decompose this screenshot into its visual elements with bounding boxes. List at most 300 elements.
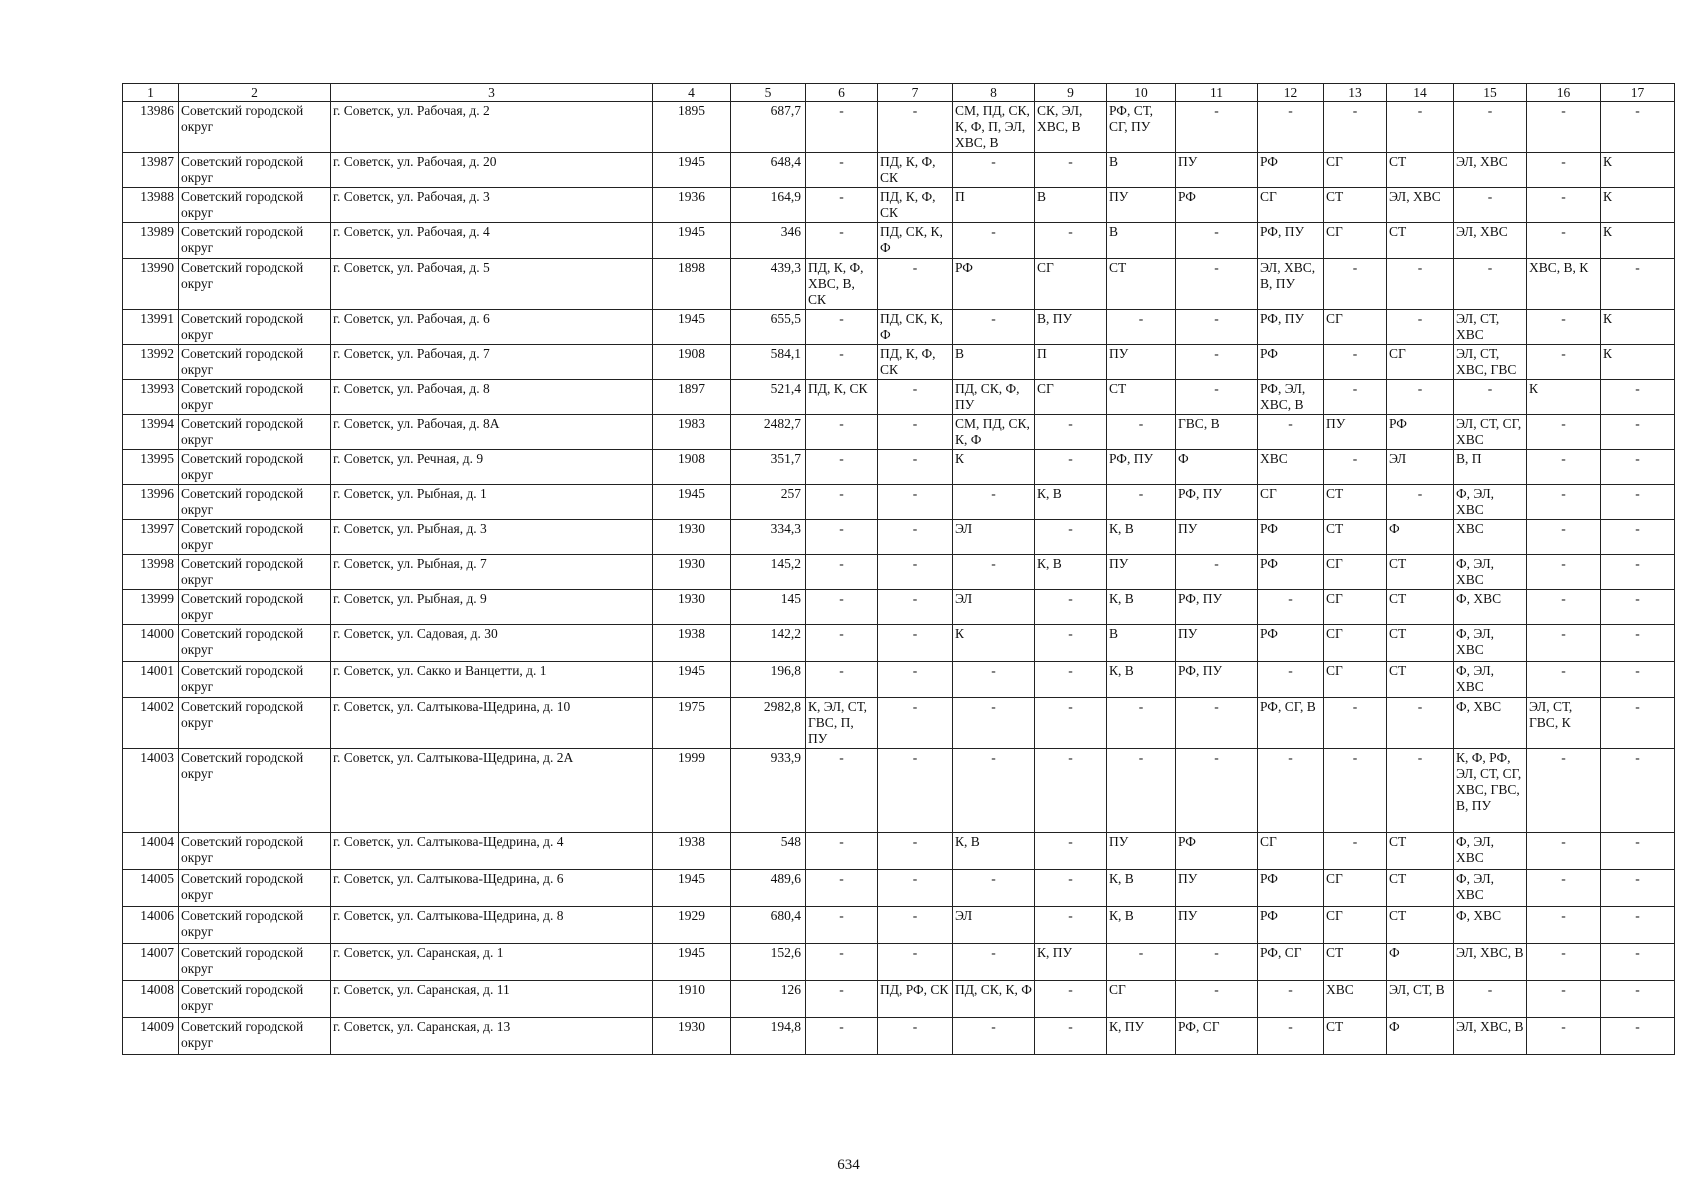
col-7-cell: - <box>878 944 953 981</box>
col-10-cell: СТ <box>1107 259 1176 310</box>
col-6-cell: ПД, К, СК <box>806 380 878 415</box>
address-cell: г. Советск, ул. Рыбная, д. 1 <box>331 485 653 520</box>
col-16-cell: - <box>1527 485 1601 520</box>
municipality-cell: Советский городской округ <box>179 520 331 555</box>
area-cell: 145 <box>731 590 806 625</box>
area-cell: 351,7 <box>731 450 806 485</box>
col-12-cell: СГ <box>1258 833 1324 870</box>
table-row <box>123 345 1675 380</box>
col-9-cell: В, ПУ <box>1035 310 1107 345</box>
address-cell: г. Советск, ул. Рабочая, д. 7 <box>331 345 653 380</box>
municipality-cell: Советский городской округ <box>179 907 331 944</box>
col-9-cell: - <box>1035 833 1107 870</box>
table-row <box>123 944 1675 981</box>
col-13-cell: СТ <box>1324 520 1387 555</box>
record-number-cell: 14006 <box>123 907 179 944</box>
col-14-cell: - <box>1387 485 1454 520</box>
column-header-1: 1 <box>123 84 179 102</box>
col-17-cell: - <box>1601 485 1675 520</box>
col-10-cell: К, В <box>1107 520 1176 555</box>
col-6-cell: - <box>806 345 878 380</box>
record-number-cell: 14000 <box>123 625 179 662</box>
address-cell: г. Советск, ул. Рабочая, д. 5 <box>331 259 653 310</box>
municipality-cell: Советский городской округ <box>179 698 331 749</box>
record-number-cell: 13992 <box>123 345 179 380</box>
col-6-cell: - <box>806 833 878 870</box>
col-16-cell: - <box>1527 870 1601 907</box>
col-17-cell: - <box>1601 415 1675 450</box>
col-12-cell: ЭЛ, ХВС, В, ПУ <box>1258 259 1324 310</box>
col-8-cell: - <box>953 698 1035 749</box>
col-7-cell: - <box>878 907 953 944</box>
col-16-cell: - <box>1527 223 1601 259</box>
col-8-cell: ПД, СК, К, Ф <box>953 981 1035 1018</box>
col-13-cell: СТ <box>1324 188 1387 223</box>
municipality-cell: Советский городской округ <box>179 833 331 870</box>
col-16-cell: - <box>1527 662 1601 698</box>
col-17-cell: - <box>1601 662 1675 698</box>
address-cell: г. Советск, ул. Салтыкова-Щедрина, д. 10 <box>331 698 653 749</box>
table-row <box>123 223 1675 259</box>
col-15-cell: ЭЛ, СТ, ХВС <box>1454 310 1527 345</box>
col-11-cell: ПУ <box>1176 153 1258 188</box>
col-14-cell: РФ <box>1387 415 1454 450</box>
table-row <box>123 555 1675 590</box>
record-number-cell: 14002 <box>123 698 179 749</box>
col-10-cell: СГ <box>1107 981 1176 1018</box>
col-16-cell: - <box>1527 590 1601 625</box>
col-9-cell: СГ <box>1035 380 1107 415</box>
col-8-cell: К <box>953 625 1035 662</box>
col-15-cell: - <box>1454 380 1527 415</box>
col-6-cell: - <box>806 188 878 223</box>
table-row <box>123 590 1675 625</box>
col-7-cell: - <box>878 698 953 749</box>
col-17-cell: - <box>1601 590 1675 625</box>
record-number-cell: 14009 <box>123 1018 179 1055</box>
col-14-cell: Ф <box>1387 520 1454 555</box>
col-8-cell: - <box>953 1018 1035 1055</box>
record-number-cell: 13991 <box>123 310 179 345</box>
col-13-cell: СГ <box>1324 662 1387 698</box>
municipality-cell: Советский городской округ <box>179 870 331 907</box>
col-14-cell: - <box>1387 698 1454 749</box>
col-12-cell: РФ, ЭЛ, ХВС, В <box>1258 380 1324 415</box>
area-cell: 2482,7 <box>731 415 806 450</box>
col-6-cell: - <box>806 907 878 944</box>
col-12-cell: - <box>1258 749 1324 833</box>
record-number-cell: 13987 <box>123 153 179 188</box>
col-7-cell: - <box>878 415 953 450</box>
col-8-cell: - <box>953 485 1035 520</box>
col-9-cell: - <box>1035 749 1107 833</box>
col-6-cell: - <box>806 749 878 833</box>
col-12-cell: - <box>1258 1018 1324 1055</box>
area-cell: 489,6 <box>731 870 806 907</box>
col-12-cell: - <box>1258 981 1324 1018</box>
col-9-cell: - <box>1035 625 1107 662</box>
col-14-cell: СТ <box>1387 907 1454 944</box>
col-14-cell: - <box>1387 259 1454 310</box>
col-15-cell: Ф, ЭЛ, ХВС <box>1454 833 1527 870</box>
year-built-cell: 1945 <box>653 153 731 188</box>
col-10-cell: - <box>1107 749 1176 833</box>
col-9-cell: СК, ЭЛ, ХВС, В <box>1035 102 1107 153</box>
col-9-cell: - <box>1035 907 1107 944</box>
municipality-cell: Советский городской округ <box>179 981 331 1018</box>
record-number-cell: 13995 <box>123 450 179 485</box>
col-12-cell: - <box>1258 102 1324 153</box>
col-7-cell: - <box>878 833 953 870</box>
column-header-6: 6 <box>806 84 878 102</box>
area-cell: 680,4 <box>731 907 806 944</box>
municipality-cell: Советский городской округ <box>179 450 331 485</box>
col-15-cell: В, П <box>1454 450 1527 485</box>
col-10-cell: В <box>1107 625 1176 662</box>
col-7-cell: - <box>878 870 953 907</box>
col-15-cell: К, Ф, РФ, ЭЛ, СТ, СГ, ХВС, ГВС, В, ПУ <box>1454 749 1527 833</box>
col-12-cell: РФ <box>1258 153 1324 188</box>
col-13-cell: - <box>1324 698 1387 749</box>
col-6-cell: - <box>806 944 878 981</box>
record-number-cell: 14008 <box>123 981 179 1018</box>
col-7-cell: - <box>878 590 953 625</box>
address-cell: г. Советск, ул. Рабочая, д. 8А <box>331 415 653 450</box>
municipality-cell: Советский городской округ <box>179 259 331 310</box>
col-15-cell: - <box>1454 188 1527 223</box>
address-cell: г. Советск, ул. Сакко и Ванцетти, д. 1 <box>331 662 653 698</box>
col-10-cell: В <box>1107 153 1176 188</box>
col-9-cell: СГ <box>1035 259 1107 310</box>
col-17-cell: К <box>1601 223 1675 259</box>
col-16-cell: - <box>1527 153 1601 188</box>
table-row <box>123 833 1675 870</box>
col-10-cell: - <box>1107 310 1176 345</box>
area-cell: 126 <box>731 981 806 1018</box>
col-11-cell: - <box>1176 944 1258 981</box>
col-13-cell: - <box>1324 345 1387 380</box>
col-6-cell: - <box>806 981 878 1018</box>
area-cell: 687,7 <box>731 102 806 153</box>
col-10-cell: РФ, СТ, СГ, ПУ <box>1107 102 1176 153</box>
record-number-cell: 14004 <box>123 833 179 870</box>
col-9-cell: - <box>1035 450 1107 485</box>
address-cell: г. Советск, ул. Речная, д. 9 <box>331 450 653 485</box>
col-9-cell: - <box>1035 520 1107 555</box>
col-16-cell: - <box>1527 310 1601 345</box>
col-8-cell: В <box>953 345 1035 380</box>
col-9-cell: - <box>1035 1018 1107 1055</box>
col-16-cell: - <box>1527 625 1601 662</box>
col-10-cell: В <box>1107 223 1176 259</box>
col-10-cell: ПУ <box>1107 345 1176 380</box>
municipality-cell: Советский городской округ <box>179 310 331 345</box>
table-row <box>123 907 1675 944</box>
col-17-cell: - <box>1601 380 1675 415</box>
page-number: 634 <box>837 1157 860 1173</box>
col-11-cell: - <box>1176 223 1258 259</box>
col-17-cell: - <box>1601 981 1675 1018</box>
municipality-cell: Советский городской округ <box>179 485 331 520</box>
table-row <box>123 698 1675 749</box>
col-11-cell: РФ <box>1176 833 1258 870</box>
col-11-cell: ГВС, В <box>1176 415 1258 450</box>
record-number-cell: 13994 <box>123 415 179 450</box>
col-17-cell: К <box>1601 153 1675 188</box>
col-12-cell: - <box>1258 590 1324 625</box>
col-14-cell: - <box>1387 380 1454 415</box>
col-16-cell: - <box>1527 520 1601 555</box>
col-15-cell: - <box>1454 102 1527 153</box>
col-14-cell: - <box>1387 749 1454 833</box>
col-12-cell: РФ <box>1258 907 1324 944</box>
col-16-cell: - <box>1527 749 1601 833</box>
col-15-cell: - <box>1454 981 1527 1018</box>
col-6-cell: К, ЭЛ, СТ, ГВС, П, ПУ <box>806 698 878 749</box>
col-7-cell: - <box>878 380 953 415</box>
col-14-cell: - <box>1387 102 1454 153</box>
col-12-cell: РФ, СГ <box>1258 944 1324 981</box>
col-14-cell: ЭЛ <box>1387 450 1454 485</box>
col-16-cell: - <box>1527 102 1601 153</box>
year-built-cell: 1895 <box>653 102 731 153</box>
col-11-cell: - <box>1176 749 1258 833</box>
municipality-cell: Советский городской округ <box>179 102 331 153</box>
area-cell: 655,5 <box>731 310 806 345</box>
col-10-cell: - <box>1107 485 1176 520</box>
col-16-cell: - <box>1527 944 1601 981</box>
address-cell: г. Советск, ул. Саранская, д. 1 <box>331 944 653 981</box>
col-13-cell: СГ <box>1324 870 1387 907</box>
record-number-cell: 13988 <box>123 188 179 223</box>
col-8-cell: РФ <box>953 259 1035 310</box>
year-built-cell: 1930 <box>653 590 731 625</box>
address-cell: г. Советск, ул. Салтыкова-Щедрина, д. 4 <box>331 833 653 870</box>
col-16-cell: ХВС, В, К <box>1527 259 1601 310</box>
col-10-cell: - <box>1107 698 1176 749</box>
col-16-cell: - <box>1527 188 1601 223</box>
address-cell: г. Советск, ул. Рабочая, д. 3 <box>331 188 653 223</box>
table-row <box>123 415 1675 450</box>
column-header-13: 13 <box>1324 84 1387 102</box>
area-cell: 548 <box>731 833 806 870</box>
year-built-cell: 1945 <box>653 310 731 345</box>
col-16-cell: - <box>1527 450 1601 485</box>
col-11-cell: ПУ <box>1176 520 1258 555</box>
col-15-cell: Ф, ЭЛ, ХВС <box>1454 870 1527 907</box>
col-8-cell: - <box>953 749 1035 833</box>
col-8-cell: - <box>953 662 1035 698</box>
col-13-cell: СГ <box>1324 310 1387 345</box>
address-cell: г. Советск, ул. Рыбная, д. 7 <box>331 555 653 590</box>
col-14-cell: ЭЛ, ХВС <box>1387 188 1454 223</box>
column-header-2: 2 <box>179 84 331 102</box>
municipality-cell: Советский городской округ <box>179 380 331 415</box>
year-built-cell: 1929 <box>653 907 731 944</box>
col-17-cell: - <box>1601 907 1675 944</box>
col-7-cell: - <box>878 662 953 698</box>
address-cell: г. Советск, ул. Рабочая, д. 4 <box>331 223 653 259</box>
col-9-cell: - <box>1035 223 1107 259</box>
col-17-cell: - <box>1601 1018 1675 1055</box>
col-6-cell: - <box>806 153 878 188</box>
col-10-cell: К, В <box>1107 907 1176 944</box>
col-10-cell: К, В <box>1107 662 1176 698</box>
col-15-cell: - <box>1454 259 1527 310</box>
col-7-cell: ПД, СК, К, Ф <box>878 223 953 259</box>
municipality-cell: Советский городской округ <box>179 590 331 625</box>
col-10-cell: - <box>1107 944 1176 981</box>
col-12-cell: РФ, ПУ <box>1258 223 1324 259</box>
col-9-cell: К, ПУ <box>1035 944 1107 981</box>
col-6-cell: - <box>806 1018 878 1055</box>
address-cell: г. Советск, ул. Рабочая, д. 6 <box>331 310 653 345</box>
table-row <box>123 188 1675 223</box>
year-built-cell: 1945 <box>653 223 731 259</box>
year-built-cell: 1930 <box>653 1018 731 1055</box>
col-7-cell: - <box>878 485 953 520</box>
col-13-cell: СГ <box>1324 907 1387 944</box>
col-15-cell: ЭЛ, ХВС, В <box>1454 944 1527 981</box>
col-8-cell: К, В <box>953 833 1035 870</box>
municipality-cell: Советский городской округ <box>179 345 331 380</box>
address-cell: г. Советск, ул. Садовая, д. 30 <box>331 625 653 662</box>
col-15-cell: ЭЛ, СТ, ХВС, ГВС <box>1454 345 1527 380</box>
col-12-cell: РФ <box>1258 625 1324 662</box>
year-built-cell: 1898 <box>653 259 731 310</box>
col-10-cell: ПУ <box>1107 833 1176 870</box>
municipality-cell: Советский городской округ <box>179 944 331 981</box>
record-number-cell: 14005 <box>123 870 179 907</box>
col-11-cell: - <box>1176 981 1258 1018</box>
col-11-cell: - <box>1176 698 1258 749</box>
col-13-cell: СГ <box>1324 625 1387 662</box>
col-6-cell: - <box>806 102 878 153</box>
year-built-cell: 1945 <box>653 662 731 698</box>
col-6-cell: - <box>806 520 878 555</box>
area-cell: 439,3 <box>731 259 806 310</box>
table-row <box>123 870 1675 907</box>
col-14-cell: - <box>1387 310 1454 345</box>
address-cell: г. Советск, ул. Саранская, д. 13 <box>331 1018 653 1055</box>
table-row <box>123 153 1675 188</box>
col-14-cell: СТ <box>1387 870 1454 907</box>
col-12-cell: РФ, СГ, В <box>1258 698 1324 749</box>
col-14-cell: СТ <box>1387 590 1454 625</box>
col-15-cell: ЭЛ, ХВС <box>1454 223 1527 259</box>
col-9-cell: - <box>1035 662 1107 698</box>
col-7-cell: - <box>878 749 953 833</box>
col-14-cell: СТ <box>1387 625 1454 662</box>
col-12-cell: - <box>1258 415 1324 450</box>
col-8-cell: ЭЛ <box>953 520 1035 555</box>
column-header-8: 8 <box>953 84 1035 102</box>
record-number-cell: 13990 <box>123 259 179 310</box>
col-15-cell: Ф, ЭЛ, ХВС <box>1454 555 1527 590</box>
col-11-cell: РФ, ПУ <box>1176 485 1258 520</box>
area-cell: 194,8 <box>731 1018 806 1055</box>
col-11-cell: РФ, СГ <box>1176 1018 1258 1055</box>
col-12-cell: ХВС <box>1258 450 1324 485</box>
table-row <box>123 102 1675 153</box>
table-row <box>123 520 1675 555</box>
col-10-cell: К, ПУ <box>1107 1018 1176 1055</box>
table-row <box>123 662 1675 698</box>
address-cell: г. Советск, ул. Салтыкова-Щедрина, д. 2А <box>331 749 653 833</box>
col-14-cell: СТ <box>1387 662 1454 698</box>
col-17-cell: - <box>1601 749 1675 833</box>
municipality-cell: Советский городской округ <box>179 662 331 698</box>
col-13-cell: СТ <box>1324 944 1387 981</box>
col-10-cell: ПУ <box>1107 188 1176 223</box>
col-6-cell: - <box>806 590 878 625</box>
col-8-cell: П <box>953 188 1035 223</box>
record-number-cell: 13999 <box>123 590 179 625</box>
col-13-cell: - <box>1324 380 1387 415</box>
col-11-cell: ПУ <box>1176 907 1258 944</box>
record-number-cell: 14003 <box>123 749 179 833</box>
col-9-cell: - <box>1035 415 1107 450</box>
municipality-cell: Советский городской округ <box>179 188 331 223</box>
col-7-cell: - <box>878 102 953 153</box>
year-built-cell: 1908 <box>653 450 731 485</box>
col-16-cell: - <box>1527 555 1601 590</box>
column-header-9: 9 <box>1035 84 1107 102</box>
col-16-cell: К <box>1527 380 1601 415</box>
col-9-cell: - <box>1035 153 1107 188</box>
col-16-cell: ЭЛ, СТ, ГВС, К <box>1527 698 1601 749</box>
col-14-cell: СТ <box>1387 555 1454 590</box>
col-11-cell: - <box>1176 345 1258 380</box>
col-11-cell: ПУ <box>1176 870 1258 907</box>
col-15-cell: ЭЛ, ХВС, В <box>1454 1018 1527 1055</box>
col-6-cell: - <box>806 625 878 662</box>
year-built-cell: 1999 <box>653 749 731 833</box>
col-13-cell: - <box>1324 450 1387 485</box>
column-header-14: 14 <box>1387 84 1454 102</box>
municipality-cell: Советский городской округ <box>179 625 331 662</box>
col-7-cell: - <box>878 555 953 590</box>
col-6-cell: - <box>806 310 878 345</box>
col-13-cell: СГ <box>1324 153 1387 188</box>
area-cell: 933,9 <box>731 749 806 833</box>
col-9-cell: К, В <box>1035 555 1107 590</box>
col-12-cell: РФ <box>1258 345 1324 380</box>
col-13-cell: ПУ <box>1324 415 1387 450</box>
col-17-cell: - <box>1601 625 1675 662</box>
col-7-cell: - <box>878 1018 953 1055</box>
col-9-cell: - <box>1035 698 1107 749</box>
col-11-cell: - <box>1176 310 1258 345</box>
col-10-cell: К, В <box>1107 590 1176 625</box>
year-built-cell: 1908 <box>653 345 731 380</box>
col-11-cell: РФ <box>1176 188 1258 223</box>
col-17-cell: - <box>1601 520 1675 555</box>
col-13-cell: СГ <box>1324 223 1387 259</box>
col-12-cell: РФ, ПУ <box>1258 310 1324 345</box>
col-17-cell: - <box>1601 833 1675 870</box>
col-17-cell: К <box>1601 345 1675 380</box>
area-cell: 521,4 <box>731 380 806 415</box>
column-header-5: 5 <box>731 84 806 102</box>
col-12-cell: РФ <box>1258 555 1324 590</box>
year-built-cell: 1945 <box>653 870 731 907</box>
col-9-cell: П <box>1035 345 1107 380</box>
table-row <box>123 450 1675 485</box>
col-12-cell: - <box>1258 662 1324 698</box>
col-9-cell: В <box>1035 188 1107 223</box>
col-10-cell: РФ, ПУ <box>1107 450 1176 485</box>
